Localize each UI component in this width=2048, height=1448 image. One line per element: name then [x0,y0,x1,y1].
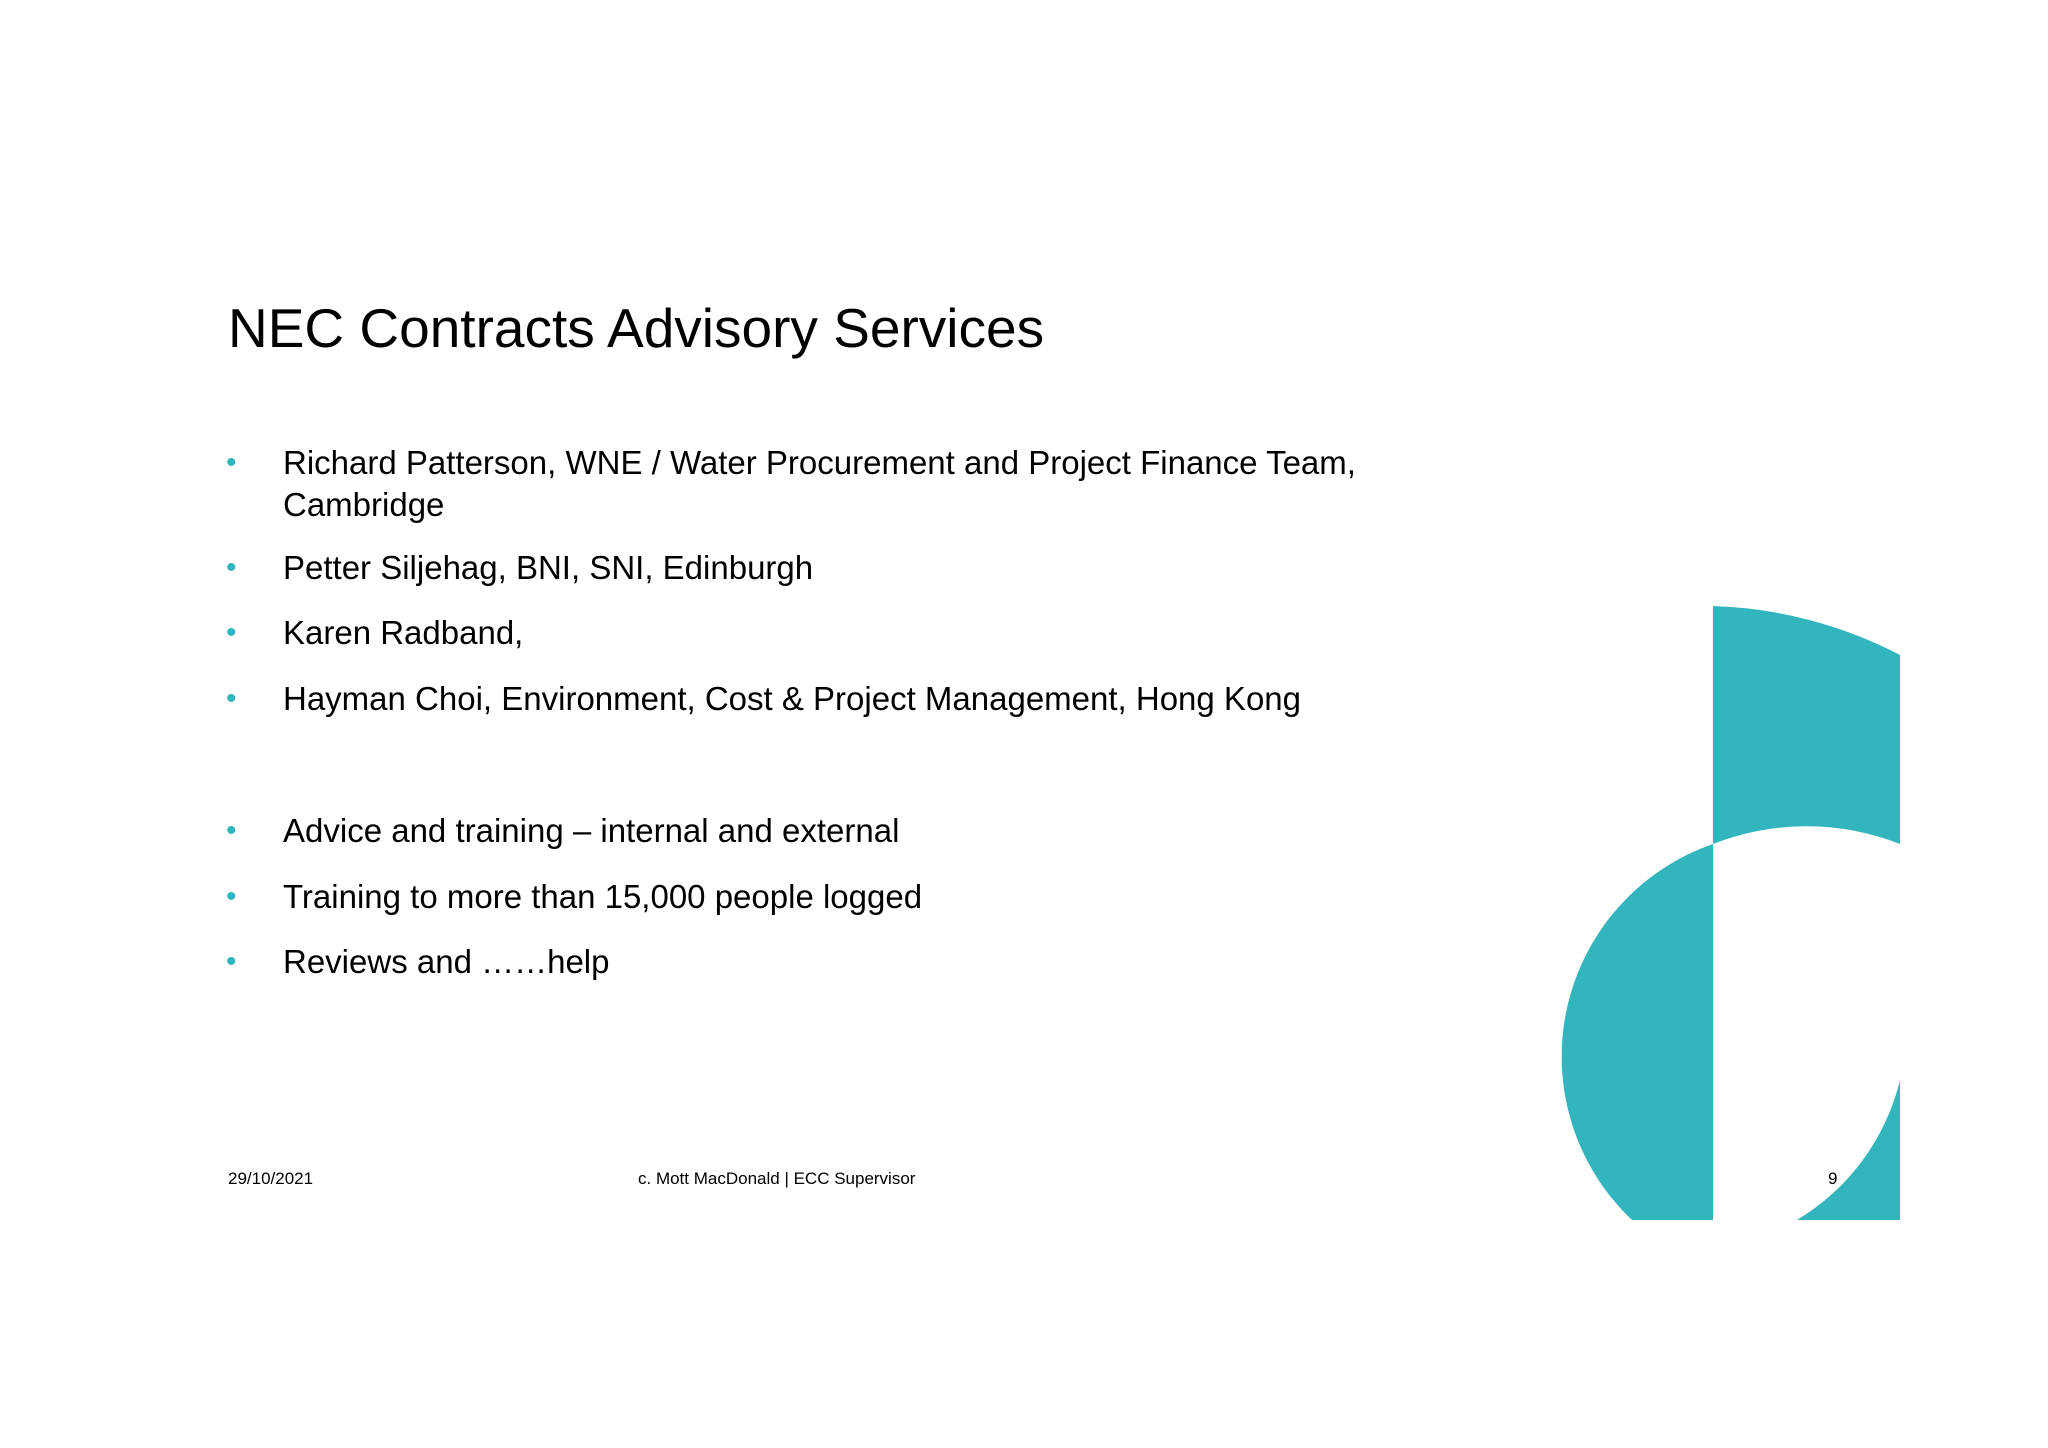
brand-shape-left [1562,844,1713,1220]
bullet-item [226,678,1446,720]
brand-shape-top [1713,606,1900,844]
bullet-item [226,442,1446,526]
bullet-item [226,547,1446,589]
bullet-icon: • [226,880,237,913]
bullet-text: Petter Siljehag, BNI, SNI, Edinburgh [283,549,814,586]
bullet-icon: • [226,616,237,649]
bullet-item [226,876,1446,918]
bullet-item [226,612,1446,654]
brand-shape-right [1797,1080,1900,1220]
bullet-text: Training to more than 15,000 people logged [283,878,923,915]
bullet-icon: • [226,551,237,584]
page-number: 9 [1828,1169,1838,1188]
bullet-icon: • [226,682,237,715]
bullet-icon: • [226,446,237,479]
bullet-text: Richard Patterson, WNE / Water Procurement and Project Finance Team, Cambridge [283,444,1356,523]
footer-center-text: c. Mott MacDonald | ECC Supervisor [638,1169,916,1188]
bullet-text: Reviews and ……help [283,943,610,980]
footer-date: 29/10/2021 [228,1169,314,1188]
slide-title: NEC Contracts Advisory Services [228,297,1045,359]
brand-shape-icon [1500,600,1900,1240]
bullet-text: Hayman Choi, Environment, Cost & Project Management, Hong Kong [283,680,1302,717]
bullet-text: Karen Radband, [283,614,524,651]
bullet-icon: • [226,814,237,847]
bullet-item [226,941,1446,983]
bullet-text: Advice and training – internal and external [283,812,900,849]
bullet-icon: • [226,945,237,978]
bullet-item [226,810,1446,852]
